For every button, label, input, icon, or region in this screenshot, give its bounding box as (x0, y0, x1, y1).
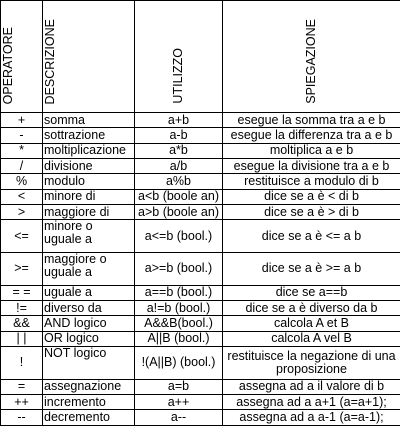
explanation-cell: dice se a è >= a b (223, 253, 400, 286)
table-row (1, 331, 400, 346)
operator-cell: > (1, 204, 43, 219)
description-cell: OR logico (43, 331, 135, 346)
usage-cell: a!=b (bool.) (135, 301, 223, 316)
table-row (1, 253, 400, 286)
table-row (1, 143, 400, 158)
table-row (1, 113, 400, 128)
usage-cell: !(A||B) (bool.) (135, 347, 223, 380)
table-row (1, 204, 400, 219)
table-row (1, 301, 400, 316)
description-cell: moltiplicazione (43, 143, 135, 158)
operator-cell: != (1, 301, 43, 316)
table-row (1, 220, 400, 253)
header-descrizione-label: DESCRIZIONE (43, 18, 57, 104)
header-operatore (1, 1, 43, 113)
operator-cell: >= (1, 253, 43, 286)
table-row (1, 285, 400, 300)
description-cell: decremento (43, 410, 135, 426)
usage-cell: A&&B(bool.) (135, 316, 223, 331)
table-row (1, 128, 400, 143)
description-cell: maggiore di (43, 204, 135, 219)
usage-cell: a%b (135, 174, 223, 189)
header-operatore-label: OPERATORE (1, 26, 15, 104)
operator-cell: | | (1, 331, 43, 346)
explanation-cell: restituisce la negazione di una proposizione (223, 347, 400, 380)
usage-cell: a<b (boole an) (135, 189, 223, 204)
header-descrizione (43, 1, 135, 113)
table-row (1, 189, 400, 204)
operator-cell: ! (1, 347, 43, 380)
usage-cell: a-- (135, 410, 223, 426)
usage-cell: a-b (135, 128, 223, 143)
description-cell: modulo (43, 174, 135, 189)
description-cell: AND logico (43, 316, 135, 331)
table-row (1, 158, 400, 173)
operator-cell: / (1, 158, 43, 173)
table-row (1, 347, 400, 380)
explanation-cell: dice se a è > di b (223, 204, 400, 219)
usage-cell: A||B (bool.) (135, 331, 223, 346)
explanation-cell: assegna ad a a-1 (a=a-1); (223, 410, 400, 426)
description-cell: uguale a (43, 285, 135, 300)
operator-cell: + (1, 113, 43, 128)
table-row (1, 379, 400, 394)
operator-cell: = = (1, 285, 43, 300)
explanation-cell: dice se a==b (223, 285, 400, 300)
description-cell: somma (43, 113, 135, 128)
description-cell: divisione (43, 158, 135, 173)
explanation-cell: dice se a è <= a b (223, 220, 400, 253)
description-cell: assegnazione (43, 379, 135, 394)
usage-cell: a+b (135, 113, 223, 128)
explanation-cell: esegue la differenza tra a e b (223, 128, 400, 143)
usage-cell: a==b (bool.) (135, 285, 223, 300)
usage-cell: a>b (boole an) (135, 204, 223, 219)
explanation-cell: esegue la somma tra a e b (223, 113, 400, 128)
table-row (1, 410, 400, 426)
operator-cell: * (1, 143, 43, 158)
operator-cell: -- (1, 410, 43, 426)
table-row (1, 316, 400, 331)
description-cell: diverso da (43, 301, 135, 316)
description-cell: minore o uguale a (43, 220, 135, 253)
explanation-cell: calcola A et B (223, 316, 400, 331)
usage-cell: a++ (135, 395, 223, 410)
table-row (1, 174, 400, 189)
operator-cell: && (1, 316, 43, 331)
header-row (1, 1, 400, 113)
table-header (1, 1, 400, 113)
usage-cell: a<=b (bool.) (135, 220, 223, 253)
explanation-cell: dice se a è < di b (223, 189, 400, 204)
operator-cell: ++ (1, 395, 43, 410)
description-cell: maggiore o uguale a (43, 253, 135, 286)
description-cell: incremento (43, 395, 135, 410)
header-spiegazione (223, 1, 400, 113)
description-cell: NOT logico (43, 347, 135, 380)
explanation-cell: calcola A vel B (223, 331, 400, 346)
explanation-cell: restituisce a modulo di b (223, 174, 400, 189)
header-utilizzo (135, 1, 223, 113)
operator-cell: <= (1, 220, 43, 253)
explanation-cell: assegna ad a il valore di b (223, 379, 400, 394)
header-utilizzo-label: UTILIZZO (171, 48, 185, 104)
explanation-cell: esegue la divisione tra a e b (223, 158, 400, 173)
usage-cell: a/b (135, 158, 223, 173)
operator-cell: < (1, 189, 43, 204)
operator-cell: % (1, 174, 43, 189)
operator-cell: - (1, 128, 43, 143)
usage-cell: a*b (135, 143, 223, 158)
table-row (1, 395, 400, 410)
explanation-cell: moltiplica a e b (223, 143, 400, 158)
usage-cell: a=b (135, 379, 223, 394)
explanation-cell: assegna ad a a+1 (a=a+1); (223, 395, 400, 410)
header-spiegazione-label: SPIEGAZIONE (304, 19, 318, 104)
description-cell: sottrazione (43, 128, 135, 143)
description-cell: minore di (43, 189, 135, 204)
explanation-cell: dice se a è diverso da b (223, 301, 400, 316)
usage-cell: a>=b (bool.) (135, 253, 223, 286)
table-body (1, 113, 400, 426)
operator-cell: = (1, 379, 43, 394)
